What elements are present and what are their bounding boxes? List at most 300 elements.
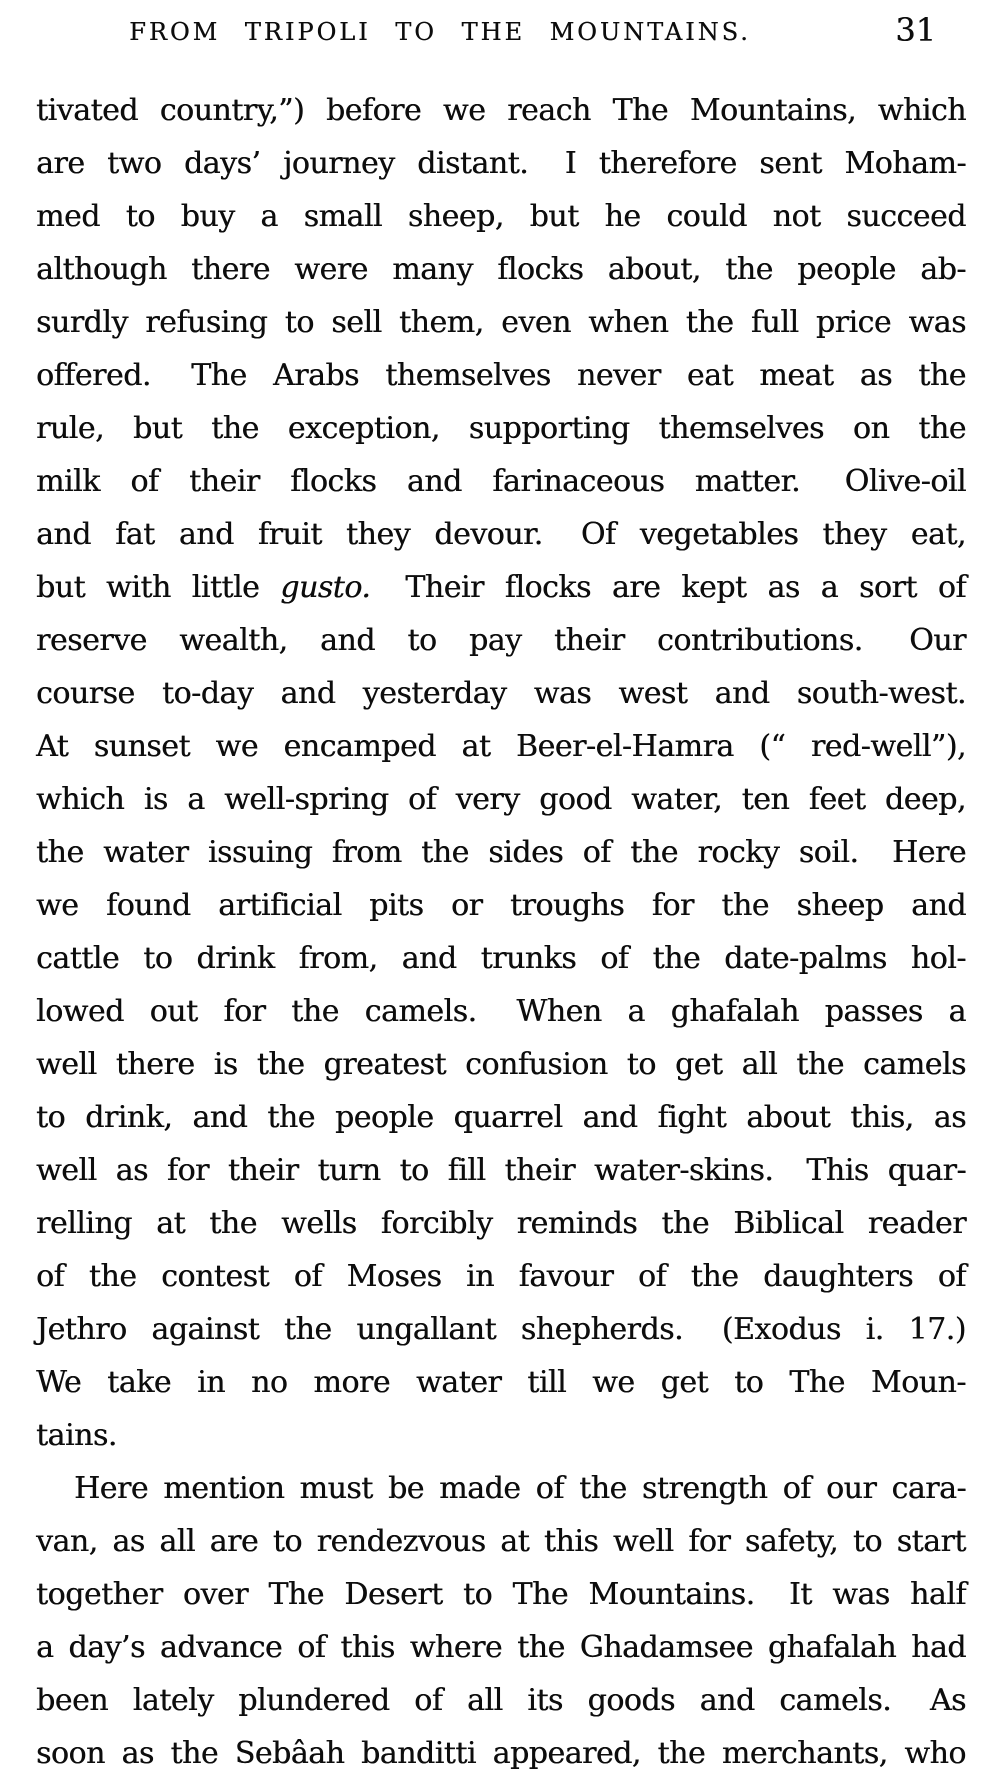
- text-line: [36, 1197, 966, 1250]
- word: to: [272, 1524, 302, 1559]
- word: red-well”),: [810, 729, 966, 764]
- word: the: [267, 1100, 315, 1135]
- word: people: [797, 252, 896, 287]
- word: for: [166, 1153, 209, 1188]
- word: all: [159, 1524, 195, 1559]
- word: rendezvous: [316, 1524, 486, 1559]
- word: sheep: [796, 888, 884, 923]
- word: kept: [681, 570, 747, 605]
- word: date-palms: [724, 941, 887, 976]
- word: sheep,: [407, 199, 504, 234]
- word: take: [107, 1365, 172, 1400]
- word: is: [213, 1047, 238, 1082]
- word: plundered: [238, 1683, 390, 1718]
- word: and: [911, 888, 966, 923]
- word: The: [612, 93, 669, 128]
- word: when: [588, 305, 669, 340]
- word: quar-: [887, 1153, 966, 1188]
- word: favour: [518, 1259, 614, 1294]
- word: the: [579, 1471, 627, 1506]
- word: this: [340, 1630, 395, 1665]
- word: at: [500, 1524, 530, 1559]
- word: Olive-oil: [844, 464, 966, 499]
- word: sides: [488, 835, 564, 870]
- word: distant.: [417, 146, 529, 181]
- word: of: [414, 1683, 443, 1718]
- word: at: [461, 729, 491, 764]
- word: the: [652, 941, 701, 976]
- word: wealth,: [179, 623, 288, 658]
- text-line: [36, 1727, 966, 1780]
- word: there: [191, 252, 270, 287]
- word: drink: [196, 941, 275, 976]
- word: about: [746, 1100, 831, 1135]
- word: made: [439, 1471, 521, 1506]
- word: lately: [132, 1683, 214, 1718]
- word: the: [918, 358, 966, 393]
- word: but: [133, 411, 183, 446]
- word: strength: [641, 1471, 768, 1506]
- word: this: [543, 1524, 599, 1559]
- text-line: [36, 1462, 966, 1515]
- text-line: [36, 349, 966, 402]
- word: pay: [468, 623, 522, 658]
- word: eat: [686, 358, 734, 393]
- word: the: [796, 1047, 844, 1082]
- word: there: [115, 1047, 195, 1082]
- page-header: [0, 0, 1000, 70]
- word: fruit: [257, 517, 322, 552]
- word: small: [303, 199, 383, 234]
- word: price: [815, 305, 892, 340]
- word: cara-: [891, 1471, 966, 1506]
- word: was: [908, 305, 966, 340]
- word: sort: [859, 570, 917, 605]
- word: ghafalah: [670, 994, 799, 1029]
- word: to: [407, 623, 437, 658]
- word: i.: [865, 1312, 884, 1347]
- text-line: [36, 84, 966, 137]
- word: the: [630, 835, 678, 870]
- word: a: [820, 570, 839, 605]
- word: merchants,: [721, 1736, 888, 1771]
- word: shepherds.: [520, 1312, 684, 1347]
- word: people: [334, 1100, 434, 1135]
- text-line: [36, 561, 966, 614]
- word: they: [346, 517, 411, 552]
- word: but: [529, 199, 579, 234]
- word: and: [714, 676, 770, 711]
- word: country,”): [159, 93, 305, 128]
- text-line: [36, 826, 966, 879]
- word: days’: [183, 146, 261, 181]
- word: to: [36, 1100, 66, 1135]
- word: as: [121, 1736, 154, 1771]
- text-line: [36, 667, 966, 720]
- text-line: [36, 1356, 966, 1409]
- word: of: [600, 941, 629, 976]
- word: rocky: [697, 835, 780, 870]
- word: hol-: [910, 941, 966, 976]
- word: a: [36, 1630, 54, 1665]
- word: appeared,: [492, 1736, 641, 1771]
- word: to: [399, 1153, 429, 1188]
- word: and: [178, 517, 234, 552]
- running-title: FROM TRIPOLI TO THE MOUNTAINS.: [129, 18, 751, 46]
- word: their: [189, 464, 260, 499]
- word: for: [688, 1524, 731, 1559]
- word: the: [36, 835, 84, 870]
- word: very: [455, 782, 520, 817]
- word: good: [539, 782, 612, 817]
- word: (Exodus: [721, 1312, 841, 1347]
- text-line: [36, 296, 966, 349]
- word: encamped: [283, 729, 436, 764]
- text-line: [36, 879, 966, 932]
- text-line: [36, 614, 966, 667]
- word: as: [115, 1153, 148, 1188]
- word: the: [421, 835, 469, 870]
- word: offered.: [36, 358, 151, 393]
- word: Here: [891, 835, 966, 870]
- word: Sebâah: [234, 1736, 345, 1771]
- word: milk: [36, 464, 100, 499]
- word: of: [293, 1259, 322, 1294]
- word: trunks: [480, 941, 577, 976]
- word: exception,: [287, 411, 440, 446]
- word: which: [36, 782, 125, 817]
- word: even: [501, 305, 571, 340]
- word: Of: [580, 517, 616, 552]
- word: and: [280, 676, 336, 711]
- word: van,: [36, 1524, 98, 1559]
- word: we: [442, 93, 486, 128]
- word: drink,: [85, 1100, 173, 1135]
- word: their: [227, 1153, 299, 1188]
- word: are: [36, 146, 85, 181]
- word: well: [612, 1524, 674, 1559]
- word: the: [685, 305, 734, 340]
- word: mention: [163, 1471, 285, 1506]
- word: farinaceous: [492, 464, 665, 499]
- word: of: [637, 1259, 667, 1294]
- word: sunset: [93, 729, 190, 764]
- word: camels.: [779, 1683, 892, 1718]
- word: the: [657, 1736, 706, 1771]
- word: artificial: [218, 888, 342, 923]
- word: sent: [759, 146, 822, 181]
- word: of: [937, 570, 966, 605]
- word: as: [112, 1524, 145, 1559]
- word: quarrel: [453, 1100, 563, 1135]
- word: ab-: [920, 252, 966, 287]
- word: safety,: [744, 1524, 839, 1559]
- word: cattle: [36, 941, 120, 976]
- word: west: [618, 676, 688, 711]
- word: soon: [36, 1736, 105, 1771]
- word: are: [209, 1524, 259, 1559]
- word: well-spring: [224, 782, 389, 817]
- word: and: [406, 464, 462, 499]
- word: for: [651, 888, 694, 923]
- word: who: [904, 1736, 966, 1771]
- word: from,: [298, 941, 378, 976]
- word: Ghadamsee: [579, 1630, 753, 1665]
- word: half: [910, 1577, 966, 1612]
- word: Mountains,: [689, 93, 857, 128]
- word: eat,: [910, 517, 966, 552]
- text-line: [36, 190, 966, 243]
- text-line: [36, 1303, 966, 1356]
- word: and: [401, 941, 457, 976]
- word: of: [130, 464, 159, 499]
- word: fat: [115, 517, 155, 552]
- text-line: [36, 1250, 966, 1303]
- word: and: [36, 517, 91, 552]
- word: on: [852, 411, 890, 446]
- word: as: [859, 358, 892, 393]
- text-line: [36, 1674, 966, 1727]
- word: could: [666, 199, 747, 234]
- word: of: [297, 1630, 326, 1665]
- word: its: [527, 1683, 563, 1718]
- word: lowed: [36, 994, 124, 1029]
- word: yesterday: [362, 676, 507, 711]
- word: pits: [369, 888, 424, 923]
- word: therefore: [598, 146, 737, 181]
- word: succeed: [846, 199, 966, 234]
- word: of: [36, 1259, 65, 1294]
- word: about,: [607, 252, 701, 287]
- word: were: [294, 252, 368, 287]
- word: of: [535, 1471, 564, 1506]
- word: camels.: [364, 994, 477, 1029]
- word: to: [734, 1365, 764, 1400]
- word: This: [806, 1153, 869, 1188]
- word: vegetables: [639, 517, 799, 552]
- word: our: [825, 1471, 877, 1506]
- word: banditti: [361, 1736, 476, 1771]
- word: to: [626, 1047, 656, 1082]
- word: Biblical: [733, 1206, 844, 1241]
- word: Jethro: [36, 1312, 127, 1347]
- word: over: [182, 1577, 248, 1612]
- word: all: [467, 1683, 503, 1718]
- word: of: [582, 835, 611, 870]
- word: the: [211, 411, 259, 446]
- word: The: [789, 1365, 845, 1400]
- word: he: [604, 199, 641, 234]
- word: full: [750, 305, 799, 340]
- word: in: [466, 1259, 494, 1294]
- word: found: [106, 888, 191, 923]
- word: to: [143, 941, 173, 976]
- word: be: [387, 1471, 424, 1506]
- text-line: [36, 1038, 966, 1091]
- word: tivated: [36, 93, 138, 128]
- text-line: [36, 455, 966, 508]
- word: before: [325, 93, 422, 128]
- word: start: [896, 1524, 966, 1559]
- word: Moham-: [844, 146, 966, 181]
- word: meat: [759, 358, 834, 393]
- word: together: [36, 1577, 163, 1612]
- word: water,: [631, 782, 723, 817]
- word: a: [260, 199, 278, 234]
- word: many: [392, 252, 473, 287]
- word: wells: [281, 1206, 357, 1241]
- word: med: [36, 199, 100, 234]
- word: sell: [331, 305, 382, 340]
- word: is: [143, 782, 168, 817]
- word: camels: [863, 1047, 966, 1082]
- word: As: [929, 1683, 966, 1718]
- word: themselves: [385, 358, 551, 393]
- word: although: [36, 252, 167, 287]
- word: out: [149, 994, 198, 1029]
- word: Our: [909, 623, 966, 658]
- paragraph: [36, 84, 966, 1462]
- word: the: [661, 1206, 710, 1241]
- word: Moses: [346, 1259, 442, 1294]
- word: rule,: [36, 411, 105, 446]
- word: of: [407, 782, 437, 817]
- word: them,: [399, 305, 484, 340]
- word: we: [36, 888, 79, 923]
- word: 17.): [908, 1312, 966, 1347]
- word: never: [576, 358, 661, 393]
- word: against: [151, 1312, 260, 1347]
- word: all: [741, 1047, 778, 1082]
- word: which: [877, 93, 966, 128]
- word: of: [937, 1259, 966, 1294]
- page-number: 31: [895, 11, 936, 49]
- word: the: [725, 252, 773, 287]
- word: Moun-: [870, 1365, 966, 1400]
- word: confusion: [465, 1047, 608, 1082]
- word: ungallant: [356, 1312, 497, 1347]
- word: troughs: [509, 888, 625, 923]
- word: get: [674, 1047, 723, 1082]
- word: we: [215, 729, 258, 764]
- word: a: [948, 994, 966, 1029]
- word: contributions.: [657, 623, 863, 658]
- word: flocks: [497, 252, 584, 287]
- word: goods: [587, 1683, 675, 1718]
- word: their: [553, 623, 625, 658]
- word: little: [191, 570, 260, 605]
- word: journey: [283, 146, 395, 181]
- word: When: [516, 994, 602, 1029]
- word: I: [564, 146, 577, 181]
- text-line: [36, 1144, 966, 1197]
- word: water: [416, 1365, 502, 1400]
- word: passes: [824, 994, 923, 1029]
- word: The: [268, 1577, 324, 1612]
- word: flocks: [290, 464, 377, 499]
- word: a: [187, 782, 205, 817]
- word: where: [409, 1630, 503, 1665]
- word: gusto.: [280, 570, 371, 605]
- text-line: [36, 1621, 966, 1674]
- word: Arabs: [272, 358, 359, 393]
- word: not: [772, 199, 821, 234]
- word: feet: [808, 782, 866, 817]
- word: refusing: [145, 305, 268, 340]
- word: well: [36, 1153, 97, 1188]
- word: their: [504, 1153, 576, 1188]
- word: contest: [161, 1259, 270, 1294]
- word: surdly: [36, 305, 128, 340]
- word: fight: [657, 1100, 727, 1135]
- word: reach: [507, 93, 591, 128]
- text-line: [36, 985, 966, 1038]
- word: south-west.: [796, 676, 966, 711]
- word: more: [313, 1365, 391, 1400]
- word: fill: [447, 1153, 486, 1188]
- word: themselves: [658, 411, 824, 446]
- word: devour.: [434, 517, 543, 552]
- word: soil.: [798, 835, 859, 870]
- word: The: [512, 1577, 569, 1612]
- word: reserve: [36, 623, 147, 658]
- word: to-day: [161, 676, 254, 711]
- word: reminds: [516, 1206, 638, 1241]
- word: been: [36, 1683, 109, 1718]
- word: to: [462, 1577, 493, 1612]
- word: to: [852, 1524, 882, 1559]
- word: At: [36, 729, 69, 764]
- paragraph: [36, 1462, 966, 1780]
- word: deep,: [884, 782, 966, 817]
- word: and: [320, 623, 375, 658]
- text-line: [36, 1091, 966, 1144]
- word: turn: [317, 1153, 381, 1188]
- word: It: [788, 1577, 812, 1612]
- text-line: tains.: [36, 1418, 117, 1453]
- word: or: [450, 888, 483, 923]
- text-line: [36, 508, 966, 561]
- word: was: [832, 1577, 890, 1612]
- word: Desert: [344, 1577, 443, 1612]
- word: to: [284, 305, 314, 340]
- word: greatest: [323, 1047, 446, 1082]
- word: two: [107, 146, 162, 181]
- word: ghafalah: [767, 1630, 897, 1665]
- word: for: [223, 994, 266, 1029]
- page-body: [36, 84, 966, 1780]
- word: the: [170, 1736, 219, 1771]
- word: day’s: [68, 1630, 145, 1665]
- word: the: [88, 1259, 137, 1294]
- text-line: [36, 720, 966, 773]
- word: to: [125, 199, 155, 234]
- word: water: [103, 835, 189, 870]
- word: this,: [850, 1100, 914, 1135]
- word: advance: [159, 1630, 283, 1665]
- word: forcibly: [380, 1206, 493, 1241]
- word: the: [283, 1312, 332, 1347]
- text-line: [36, 243, 966, 296]
- word: the: [721, 888, 769, 923]
- word: must: [299, 1471, 373, 1506]
- word: in: [197, 1365, 225, 1400]
- text-line: [36, 402, 966, 455]
- word: well: [36, 1047, 97, 1082]
- word: We: [36, 1365, 82, 1400]
- word: the: [256, 1047, 305, 1082]
- word: issuing: [207, 835, 313, 870]
